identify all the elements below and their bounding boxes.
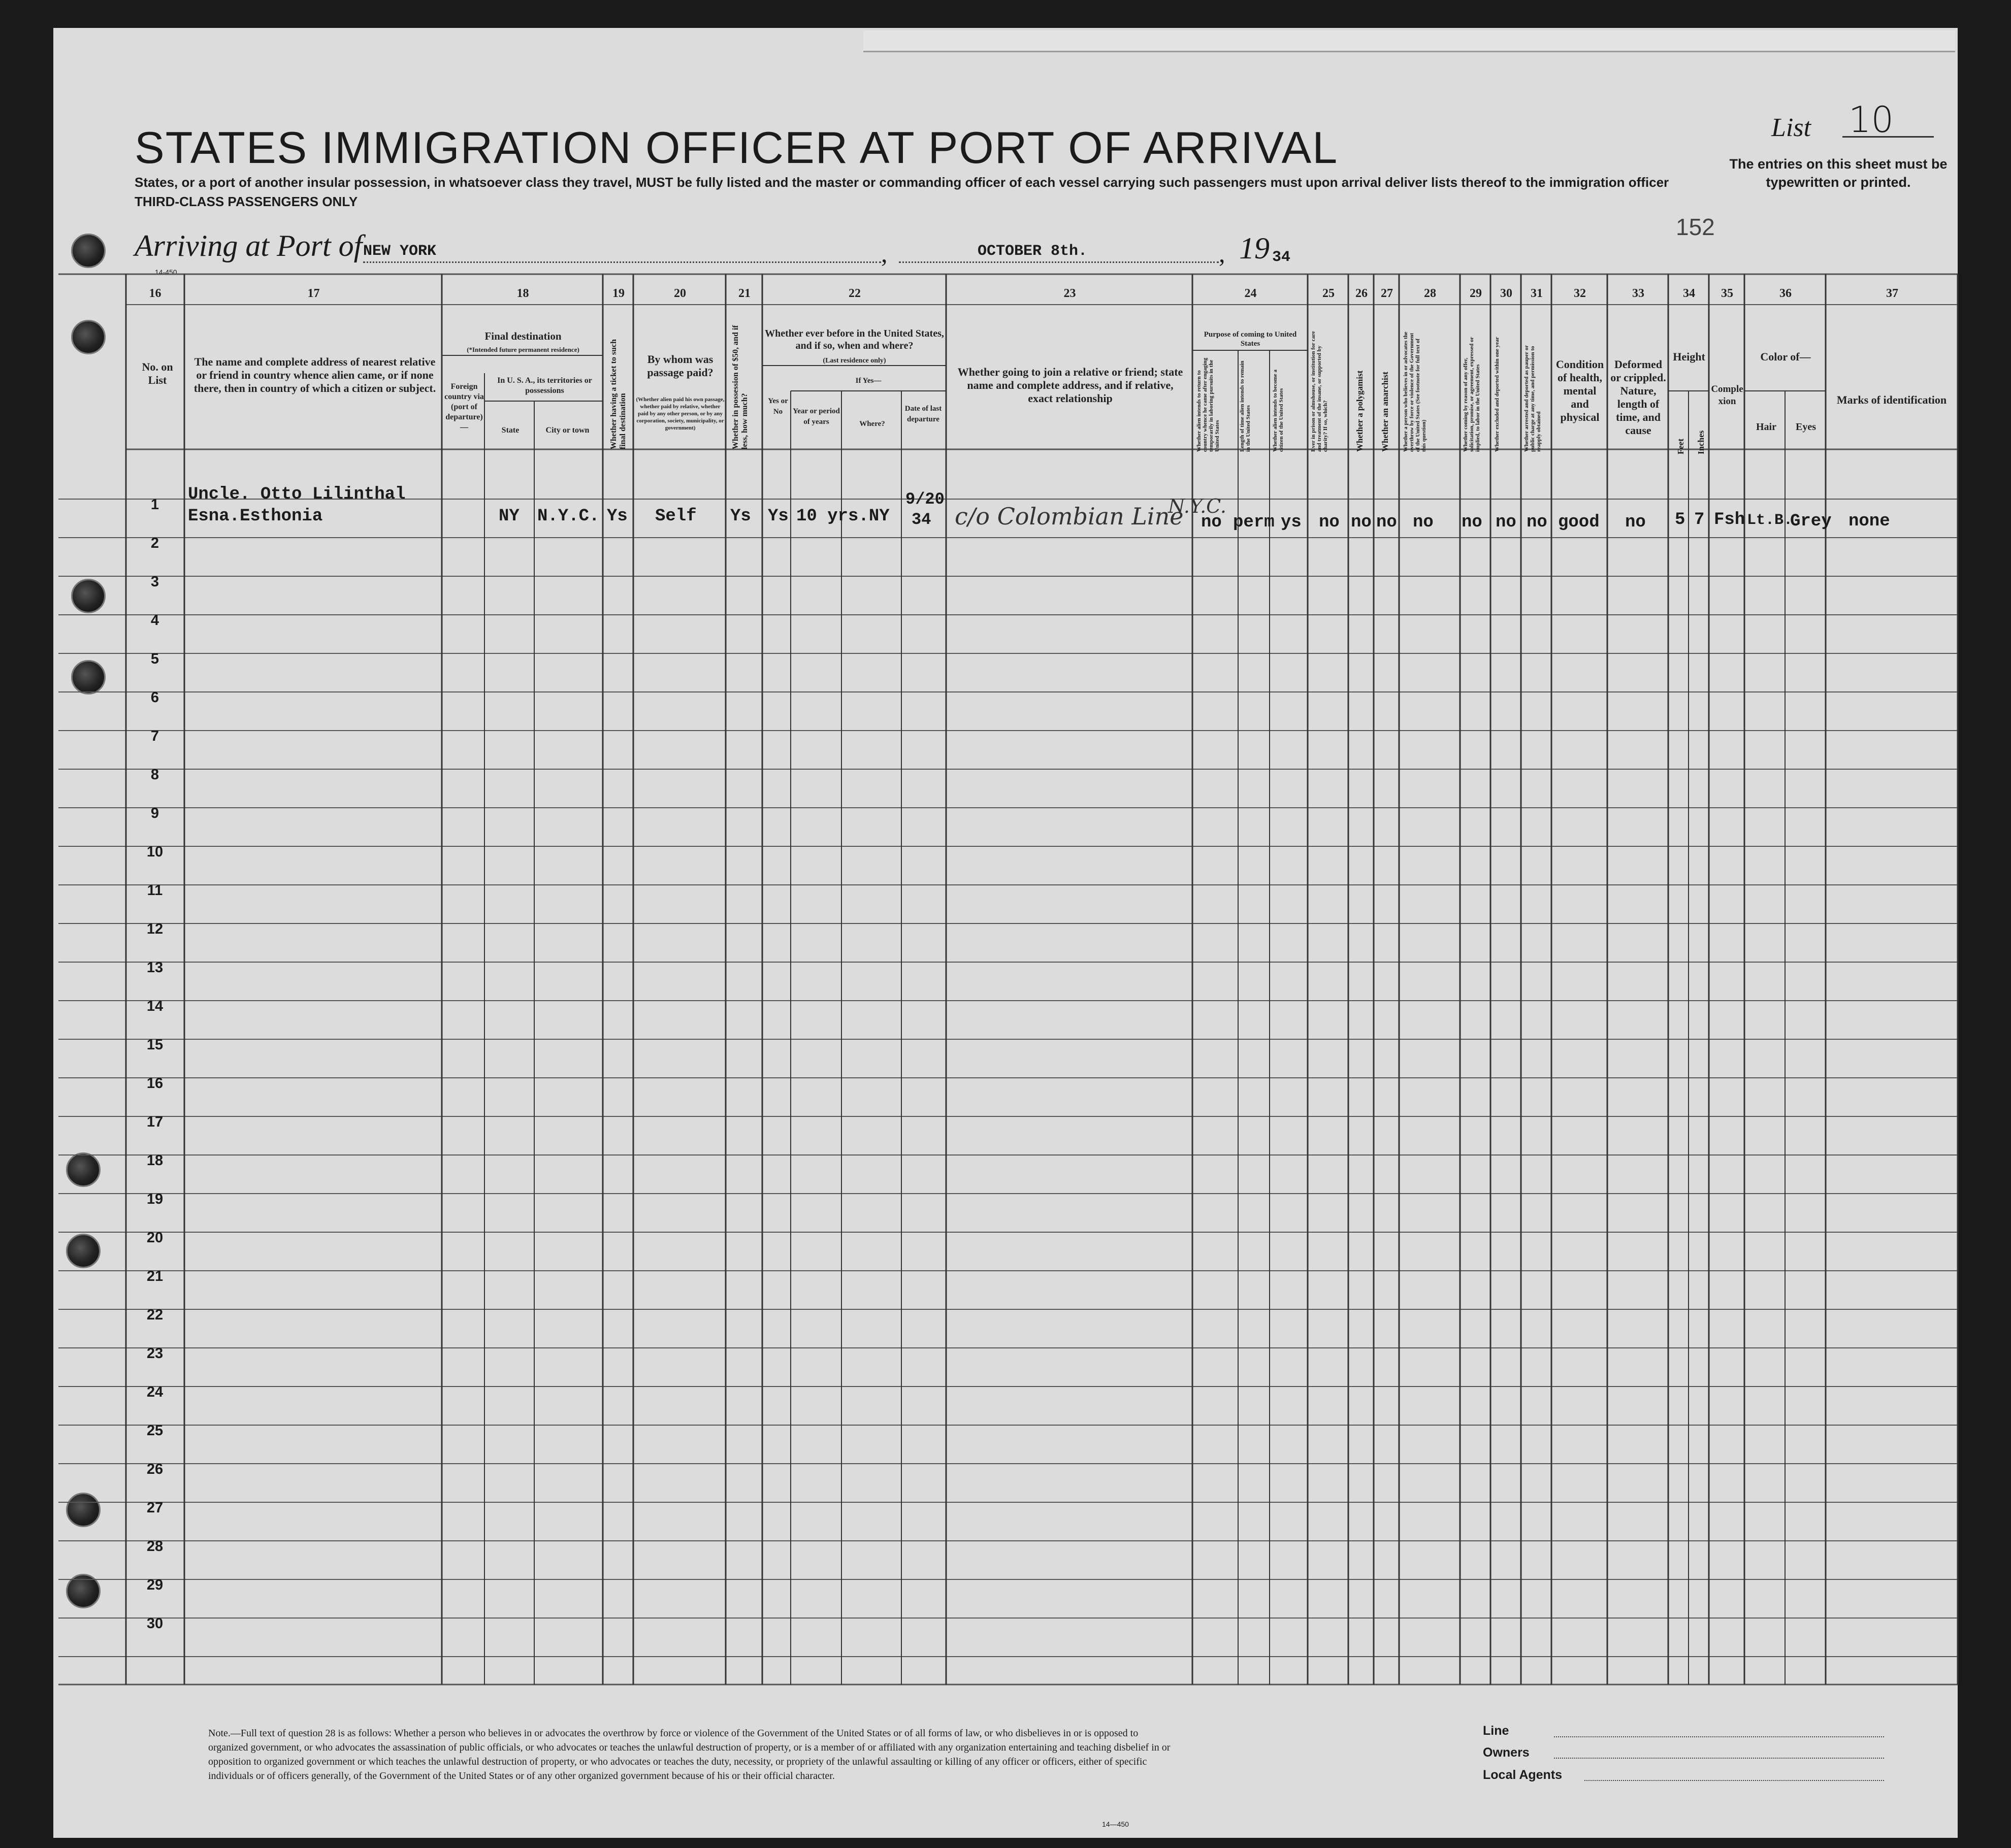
col-34-feet: Feet [1676,438,1685,454]
row-number: 19 [146,1191,164,1207]
last-departure-2: 34 [912,510,931,529]
footer-form-code: 14—450 [1102,1820,1129,1828]
row-number: 20 [146,1230,164,1246]
inches-cell: 7 [1694,510,1705,530]
date-value: OCTOBER 8th. [978,243,1088,260]
form-title: STATES IMMIGRATION OFFICER AT PORT OF ARRIVAL [135,122,1339,173]
row-number: 16 [146,1075,164,1092]
col-17-label: The name and complete address of nearest relative or friend in country whence alien came, or if none there, then in country of which a citizen or subject. [193,355,436,394]
col-22-date: Date of last departure [904,405,942,423]
col-24-a: Whether alien intends to return to country whence he came after engaging temporarily in laboring pursuits in the United States [1196,357,1220,452]
col-33-label: Deformed or crippled. Nature, length of time, and cause [1610,358,1666,437]
comma: , [881,239,888,268]
deported-cell: no [1527,513,1547,532]
excluded-cell: no [1496,513,1516,532]
subtitle-line: States, or a port of another insular possession, in whatsoever class they travel, MUST be fully listed and the master or commanding officer of each vessel carrying such passengers must upon arrival deliver lists thereof to the immigration officer [135,175,1669,190]
owners-field [1554,1758,1884,1759]
col-num-17: 17 [307,287,320,300]
col-18-label: Final destination [484,330,562,342]
col-num-24: 24 [1244,287,1257,300]
before-us-cell: Ys [768,507,789,526]
row-number: 6 [150,689,159,706]
col-num-32: 32 [1574,287,1586,300]
line-label: Line [1483,1724,1509,1738]
col-21-label: Whether in possession of $50, and if less, how much? [731,325,749,449]
year-prefix: 19 [1239,232,1270,265]
col-27-label: Whether an anarchist [1380,371,1390,452]
col-20-note: (Whether alien paid his own passage, whether paid by relative, whether paid by any other person, or by any corporation, society, municipality, or government) [636,397,725,431]
col-34-inches: Inches [1696,430,1706,454]
col-22-where: Where? [859,420,885,428]
owners-label: Owners [1483,1745,1530,1760]
col-num-28: 28 [1424,287,1436,300]
col-num-25: 25 [1322,287,1335,300]
joining-cell: c/o Colombian Line [955,503,1184,530]
health-cell: good [1558,513,1600,532]
footnote: Note.—Full text of question 28 is as follows: Whether a person who believes in or advocates the overthrow by force or violence of the Government of the United States or of all forms of law, or who disbelieves in or is opposed to organized government, or who advocates the assassination of public officials, or who advocates or teaches the unlawful destruction of property, or is a member of or affiliated with any organization entertaining and teaching disbelief in or opposition to organized government or which teaches the unlawful destruction of property, or who advocates or teaches the duty, necessity, or propriety of the unlawful assaulting or killing of any officer or officers, either of specific individuals or of officers generally, of the Government of the United States or of any other organized government because of his or their official character. [208,1728,1171,1781]
col-num-20: 20 [674,287,686,300]
row-number: 18 [146,1152,164,1169]
paid-by-cell: Self [655,507,697,526]
col-30-label: Whether excluded and deported within one year [1494,337,1500,452]
entries-note: The entries on this sheet must be typewritten or printed. [1729,156,1948,190]
list-label: List [1771,113,1811,142]
row-number: 25 [146,1423,164,1439]
col-num-22: 22 [849,287,861,300]
col-35-label: Complexion [1711,384,1743,407]
col-num-29: 29 [1470,287,1482,300]
col-num-18: 18 [516,287,529,300]
col-num-26: 26 [1355,287,1368,300]
row-number: 10 [146,844,164,860]
col-num-31: 31 [1531,287,1543,300]
year-suffix: 34 [1272,249,1291,266]
col-22-note: (Last residence only) [823,357,886,365]
col-34-label: Height [1673,350,1705,363]
eyes-cell: Grey [1790,512,1832,531]
col-20-label: By whom was passage paid? [647,353,713,379]
row-number: 12 [146,921,164,937]
col-num-36: 36 [1779,287,1792,300]
stamp-number: 152 [1676,214,1715,240]
row-number: 17 [146,1114,164,1130]
col-31-label: Whether arrested and deported as pauper or public charge at any time, and permission to reapply obtained [1523,345,1542,452]
col-22-period: Year or period of years [793,407,840,426]
col-num-27: 27 [1381,287,1393,300]
row-number: 28 [146,1538,164,1555]
col-25-label: Ever in prison or almshouse, or institution for care and treatment of the insane, or supported by charity? If so, which? [1310,331,1328,452]
form-code: 14-450 [155,268,177,276]
col-num-33: 33 [1632,287,1644,300]
col-36-label: Color of— [1760,350,1811,363]
col-num-34: 34 [1683,287,1695,300]
relative-line-1: Uncle. Otto Lilinthal [188,485,406,504]
row-number: 9 [150,805,159,821]
col-18-foreign: Foreign country via (port of departure)— [444,382,484,432]
col-36-hair: Hair [1756,421,1776,433]
complexion-cell: Fsh [1714,510,1745,530]
col-num-19: 19 [612,287,625,300]
line-field [1554,1736,1884,1737]
row-number: 2 [150,535,159,551]
polygamist-cell: no [1351,513,1372,532]
offer-cell: no [1462,513,1482,532]
row-number: 27 [146,1500,164,1516]
col-18-state: State [501,426,520,435]
row-number: 30 [146,1615,164,1632]
citizen-cell: ys [1281,513,1302,532]
overthrow-cell: no [1413,513,1434,532]
last-departure-1: 9/20 [905,490,945,509]
agents-field [1584,1780,1884,1781]
arriving-label: Arriving at Port of [135,229,363,262]
row-number: 14 [146,998,164,1014]
col-28-label: Whether a person who believes in or advocates the overthrow by force or violence of the Government of the United States (See footnote for full text of this question) [1403,332,1427,452]
passenger-class: THIRD-CLASS PASSENGERS ONLY [135,194,358,209]
row-number: 26 [146,1461,164,1477]
row-number: 3 [150,574,159,590]
row-number: 7 [150,728,159,744]
row-number: 29 [146,1577,164,1593]
col-num-30: 30 [1500,287,1512,300]
col-24-c: Whether alien intends to become a citizen of the United States [1272,369,1284,452]
return-cell: no [1201,513,1222,532]
deformed-cell: no [1625,513,1646,532]
length-cell: perm [1233,513,1275,532]
row-number: 21 [146,1268,164,1284]
agents-label: Local Agents [1483,1768,1563,1782]
col-23-label: Whether going to join a relative or friend; state name and complete address, and if relative, exact relationship [957,366,1183,405]
col-36-eyes: Eyes [1796,421,1816,433]
state-cell: NY [499,507,520,526]
row-number: 24 [146,1384,164,1400]
col-num-21: 21 [738,287,751,300]
col-37-label: Marks of identification [1836,393,1947,406]
row-number: 22 [146,1307,164,1323]
col-18-usa: In U. S. A., its territories or possessions [497,376,592,395]
col-29-label: Whether coming by reason of any offer, solicitation, promise, or agreement, expressed or implied, to labor in the United States [1463,337,1481,452]
col-22-label: Whether ever before in the United States, and if so, when and where? [765,328,944,351]
col-22-ifyes: If Yes— [855,377,882,385]
row-number: 8 [150,767,159,783]
col-22-yesno: Yes or No [768,397,788,416]
row-number: 15 [146,1037,164,1053]
col-24-label: Purpose of coming to United States [1204,331,1297,348]
prison-cell: no [1319,513,1340,532]
col-26-label: Whether a polygamist [1355,370,1365,452]
col-18-note: (*Intended future permanent residence) [467,346,579,353]
col-18-city: City or town [545,426,590,435]
port-value: NEW YORK [363,243,437,260]
hair-cell: Lt.B. [1747,512,1793,529]
period-cell: 10 yrs.NY [796,507,890,526]
anarchist-cell: no [1376,513,1397,532]
col-19-label: Whether having a ticket to such final destination [609,339,627,449]
col-32-label: Condition of health, mental and physical [1555,358,1604,423]
relative-line-2: Esna.Esthonia [188,507,323,526]
row-number: 13 [146,960,164,976]
list-number: 10 [1848,99,1894,141]
col-num-35: 35 [1721,287,1733,300]
money-cell: Ys [730,507,751,526]
row-number: 5 [150,651,159,667]
city-cell: N.Y.C. [537,507,600,526]
col-num-37: 37 [1886,287,1898,300]
col-16-label: No. on List [142,360,173,386]
row-number: 23 [146,1345,164,1362]
feet-cell: 5 [1675,510,1685,530]
row-number: 1 [150,497,159,513]
comma: , [1219,239,1225,268]
col-num-16: 16 [149,287,161,300]
row-number: 11 [147,882,163,899]
marks-cell: none [1848,512,1890,531]
col-24-b: Length of time alien intends to remain in the United States [1239,360,1251,452]
col-num-23: 23 [1063,287,1076,300]
row-number: 4 [150,612,159,629]
joining-note: N.Y.C. [1168,495,1226,517]
ticket-cell: Ys [607,507,628,526]
